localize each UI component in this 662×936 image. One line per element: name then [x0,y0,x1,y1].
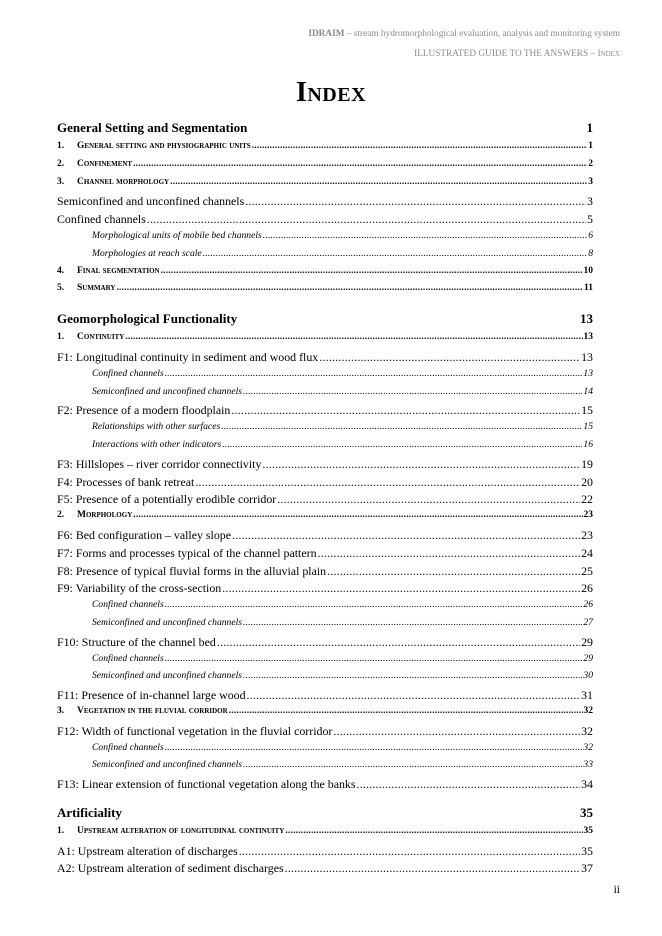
toc-chapter-title: Confinement [77,158,133,169]
toc-chapter-number: 5. [57,283,65,294]
toc-subentry-page: 8 [588,247,593,259]
toc-entry-page: 13 [581,349,593,364]
toc-entry-title: F10: Structure of the channel bed [57,634,216,649]
toc-entry-title: F4: Processes of bank retreat [57,474,195,489]
toc-subentry-title: Confined channels [92,652,164,664]
running-header-guide [414,49,620,59]
toc-subentry[interactable] [57,670,593,688]
toc-entry[interactable] [57,564,593,582]
toc-entry[interactable] [57,457,593,475]
toc-section-page: 35 [580,804,593,820]
toc-entry[interactable] [57,194,593,212]
toc-section-title: General Setting and Segmentation [57,120,248,135]
toc-entry-page: 26 [581,581,593,596]
toc-chapter-title: General setting and physiographic units [77,141,251,151]
toc-chapter-page: 3 [588,176,593,187]
toc-chapter[interactable] [57,159,593,177]
toc-entry-page: 34 [581,777,593,792]
toc-entry-page: 3 [587,194,593,209]
toc-chapter-number: 3. [57,176,65,187]
toc-subentry-title: Interactions with other indicators [92,438,222,450]
toc-chapter-title: Upstream alteration of longitudinal continuity [77,825,285,836]
toc-section[interactable] [57,800,593,826]
toc-chapter-page: 1 [588,141,593,151]
toc-subentry[interactable] [57,368,593,386]
toc-subentry-page: 29 [583,652,593,664]
toc-subentry[interactable] [57,248,593,266]
toc-entry-title: F8: Presence of typical fluvial forms in the alluvial plain [57,563,327,578]
toc-chapter[interactable] [57,266,593,284]
toc-chapter-page: 2 [588,158,593,169]
toc-chapter[interactable] [57,826,593,844]
toc-entry[interactable] [57,777,593,795]
toc-chapter-title: Channel morphology [77,176,170,187]
toc-subentry-title: Relationships with other surfaces [92,421,221,433]
toc-chapter[interactable] [57,141,593,159]
toc-subentry[interactable] [57,742,593,760]
toc-entry-page: 29 [581,634,593,649]
header-guide-section: Index [597,49,620,59]
toc-subentry-title: Semiconfined and unconfined channels [92,616,243,628]
page-title: Index [295,77,367,108]
toc-entry-title: F6: Bed configuration – valley slope [57,527,232,542]
toc-entry-title: F5: Presence of a potentially erodible corridor [57,492,277,507]
toc-entry[interactable] [57,475,593,493]
toc-subentry-title: Confined channels [92,367,164,379]
toc-entry-page: 32 [581,723,593,738]
toc-entry[interactable] [57,861,593,879]
toc-section-page: 13 [580,311,593,327]
toc-subentry-title: Semiconfined and unconfined channels [92,670,243,682]
toc-subentry-title: Semiconfined and unconfined channels [92,385,243,397]
toc-chapter-number: 1. [57,332,65,343]
toc-entry-page: 19 [581,456,593,471]
toc-subentry-title: Semiconfined and unconfined channels [92,759,243,771]
toc-subentry[interactable] [57,759,593,777]
running-header-title [308,29,620,39]
toc-entry-title: Confined channels [57,212,146,227]
toc-subentry-title: Confined channels [92,741,164,753]
toc-subentry-page: 26 [583,599,593,611]
toc-section-title: Artificiality [57,804,122,820]
toc-entry-page: 5 [587,212,593,227]
toc-section[interactable] [57,306,593,332]
toc-chapter-page: 13 [583,332,593,343]
table-of-contents [57,115,593,879]
toc-subentry[interactable] [57,386,593,404]
toc-subentry[interactable] [57,439,593,457]
toc-entry[interactable] [57,528,593,546]
toc-entry-title: A1: Upstream alteration of discharges [57,843,238,858]
toc-entry-title: F1: Longitudinal continuity in sediment and wood flux [57,349,319,364]
toc-entry-title: F3: Hillslopes – river corridor connectivity [57,456,262,471]
toc-chapter-title: Continuity [77,332,125,343]
toc-entry-page: 37 [581,861,593,876]
toc-subentry-page: 15 [583,421,593,433]
toc-subentry-page: 32 [583,741,593,753]
toc-subentry-title: Morphological units of mobile bed channels [92,229,262,241]
toc-subentry[interactable] [57,421,593,439]
toc-entry[interactable] [57,492,593,510]
toc-subentry-page: 30 [583,670,593,682]
toc-chapter-number: 4. [57,265,65,276]
toc-subentry[interactable] [57,617,593,635]
toc-subentry-page: 6 [588,229,593,241]
toc-section-page: 1 [586,120,593,135]
toc-entry-page: 15 [581,403,593,418]
toc-entry-page: 25 [581,563,593,578]
toc-section-title: Geomorphological Functionality [57,311,238,327]
toc-chapter-title: Final segmentation [77,265,160,276]
toc-subentry-page: 16 [583,438,593,450]
toc-entry-title: F9: Variability of the cross-section [57,581,222,596]
toc-chapter[interactable] [57,332,593,350]
toc-chapter-title: Morphology [77,510,133,521]
toc-subentry-page: 33 [583,759,593,771]
header-subtitle: – stream hydromorphological evaluation, analysis and monitoring system [344,29,620,39]
toc-entry-page: 20 [581,474,593,489]
toc-subentry-title: Confined channels [92,599,164,611]
toc-subentry-page: 27 [583,616,593,628]
toc-chapter-number: 3. [57,705,65,716]
header-app-name: IDRAIM [308,29,345,39]
toc-entry-page: 31 [581,688,593,703]
toc-section[interactable] [57,115,593,141]
toc-chapter-title: Vegetation in the fluvial corridor [77,705,228,716]
toc-entry[interactable] [57,403,593,421]
toc-chapter[interactable] [57,283,593,301]
toc-chapter-page: 11 [584,283,593,294]
toc-chapter-number: 2. [57,158,65,169]
toc-subentry[interactable] [57,599,593,617]
toc-subentry[interactable] [57,230,593,248]
header-guide-label: ILLUSTRATED GUIDE TO THE ANSWERS – [414,49,598,59]
toc-entry-title: A2: Upstream alteration of sediment discharges [57,861,284,876]
toc-chapter[interactable] [57,510,593,528]
toc-chapter-page: 35 [583,825,593,836]
toc-entry-page: 22 [581,492,593,507]
toc-entry[interactable] [57,844,593,862]
toc-subentry-title: Morphologies at reach scale [92,247,202,259]
toc-chapter-number: 1. [57,825,65,836]
toc-subentry-page: 13 [583,367,593,379]
toc-entry-page: 35 [581,843,593,858]
toc-entry[interactable] [57,212,593,230]
toc-chapter-number: 1. [57,141,65,151]
toc-entry-page: 23 [581,527,593,542]
toc-entry[interactable] [57,635,593,653]
toc-entry-title: F2: Presence of a modern floodplain [57,403,231,418]
toc-entry-title: F12: Width of functional vegetation in the fluvial corridor [57,723,333,738]
toc-entry-title: Semiconfined and unconfined channels [57,194,245,209]
toc-chapter-page: 10 [583,265,593,276]
toc-chapter-page: 32 [583,705,593,716]
toc-subentry-page: 14 [583,385,593,397]
toc-chapter-page: 23 [583,510,593,521]
toc-entry[interactable] [57,350,593,368]
toc-entry[interactable] [57,688,593,706]
toc-entry[interactable] [57,724,593,742]
toc-subentry[interactable] [57,653,593,671]
toc-entry-page: 24 [581,545,593,560]
toc-entry-title: F11: Presence of in-channel large wood [57,688,246,703]
toc-entry-title: F7: Forms and processes typical of the channel pattern [57,545,317,560]
toc-entry-title: F13: Linear extension of functional vegetation along the banks [57,777,356,792]
page-number: ii [613,884,620,896]
toc-chapter-number: 2. [57,510,65,521]
toc-chapter[interactable] [57,177,593,195]
toc-chapter-title: Summary [77,283,116,294]
toc-chapter[interactable] [57,706,593,724]
toc-entry[interactable] [57,581,593,599]
toc-entry[interactable] [57,546,593,564]
